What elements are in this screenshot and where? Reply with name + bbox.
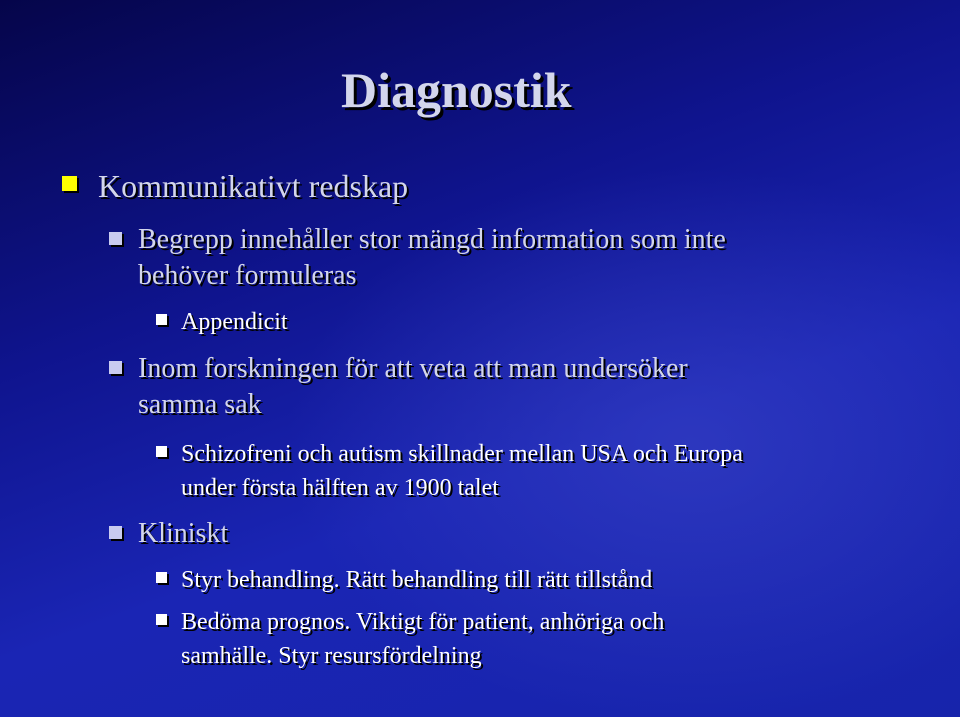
bullet-text: Kommunikativt redskap xyxy=(98,168,409,204)
bullet-text: Appendicit xyxy=(181,309,288,335)
square-bullet-icon xyxy=(62,176,77,191)
bullet-text: Bedöma prognos. Viktigt för patient, anhöriga och samhälle. Styr resursfördelning xyxy=(181,609,665,669)
square-bullet-icon xyxy=(109,526,122,539)
square-bullet-icon xyxy=(109,361,122,374)
square-bullet-icon xyxy=(156,572,167,583)
square-bullet-icon xyxy=(156,614,167,625)
bullet-text: Styr behandling. Rätt behandling till rätt tillstånd xyxy=(181,567,653,593)
bullet-text: Begrepp innehåller stor mängd information som inte behöver formuleras xyxy=(138,224,726,291)
bullet-text: Schizofreni och autism skillnader mellan USA och Europa under första hälften av 1900 talet xyxy=(181,441,743,501)
bullet-text: Inom forskningen för att veta att man undersöker samma sak xyxy=(138,353,688,420)
square-bullet-icon xyxy=(156,314,167,325)
square-bullet-icon xyxy=(156,446,167,457)
slide-title: Diagnostik xyxy=(341,62,572,118)
square-bullet-icon xyxy=(109,232,122,245)
bullet-text: Kliniskt xyxy=(138,518,229,549)
